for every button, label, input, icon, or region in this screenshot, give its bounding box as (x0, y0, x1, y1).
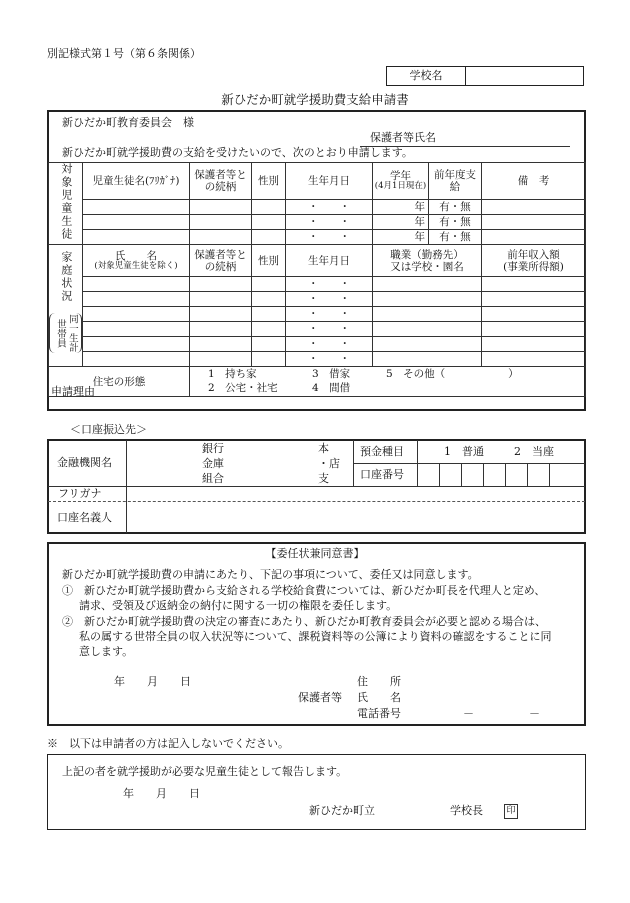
signer-name-label: 氏 名 (357, 691, 401, 704)
consent-item1-line1: ① 新ひだか町就学援助費から支給される学校給食費については、新ひだか町長を代理人と定め、 (62, 584, 546, 597)
housing-option[interactable]: 1 持ち家 (208, 368, 257, 381)
household-section-label: 家庭状況 世帯員 同一生計 (49, 245, 83, 367)
consent-intro: 新ひだか町就学援助費の申請にあたり、下記の事項について、委任又は同意します。 (62, 568, 479, 581)
school-name-label: 学校名 (387, 67, 466, 85)
th-child-grade: 学年 (4月1日現在) (373, 163, 429, 200)
target-children-section-label: 対象児童生徒 (49, 163, 83, 245)
housing-option[interactable]: 4 間借 (312, 382, 351, 395)
child-row: ・ ・ 年 有・無 (49, 229, 586, 244)
seal-mark: 印 (504, 803, 518, 819)
member-row: ・ ・ (49, 307, 586, 322)
phone-field[interactable]: － － (463, 707, 540, 720)
th-member-gender: 性別 (252, 245, 286, 277)
report-principal: 学校長 (450, 804, 483, 817)
housing-label: 住宅の形態 (49, 367, 190, 397)
deposit-option-current[interactable]: 2 当座 (514, 445, 554, 458)
consent-date[interactable]: 年 月 日 (114, 675, 191, 688)
bank-section-label: ＜口座振込先＞ (70, 423, 147, 436)
guardian-label: 保護者等 (298, 691, 342, 704)
th-member-birth: 生年月日 (286, 245, 373, 277)
account-number-label: 口座番号 (360, 468, 404, 481)
housing-option[interactable]: 5 その他（ ） (386, 368, 519, 381)
housing-option[interactable]: 2 公宅・社宅 (208, 382, 278, 395)
report-date: 年 月 日 (123, 787, 200, 800)
type-bank[interactable]: 銀行 (202, 442, 224, 455)
th-child-relation: 保護者等との続柄 (190, 163, 252, 200)
th-member-job: 職業（勤務先） 又は学校・園名 (373, 245, 482, 277)
consent-item2-line3: 意します。 (79, 645, 134, 658)
member-row: ・ ・ (49, 352, 586, 367)
th-member-income: 前年収入額 (事業所得額) (482, 245, 586, 277)
member-row: ・ ・ (49, 292, 586, 307)
school-name-field[interactable] (466, 67, 581, 85)
type-credit[interactable]: 金庫 (202, 457, 224, 470)
branch-head[interactable]: 本 (318, 442, 329, 455)
member-row: ・ ・ (49, 322, 586, 337)
reason-field[interactable] (105, 384, 580, 408)
th-member-relation: 保護者等との続柄 (190, 245, 252, 277)
household-members-label: 世帯員 (55, 318, 66, 348)
th-child-remarks: 備 考 (482, 163, 586, 200)
branch-store[interactable]: ・店 (318, 457, 340, 470)
page-title: 新ひだか町就学援助費支給申請書 (221, 92, 409, 107)
th-child-gender: 性別 (252, 163, 286, 200)
institution-label: 金融機関名 (57, 456, 112, 469)
th-child-name: 児童生徒名(ﾌﾘｶﾞﾅ) (83, 163, 190, 200)
holder-label: 口座名義人 (57, 511, 112, 524)
consent-title: 【委任状兼同意書】 (265, 547, 365, 560)
consent-item2-line1: ② 新ひだか町就学援助費の決定の審査にあたり、新ひだか町教育委員会が必要と認める場合は、 (62, 615, 546, 628)
request-statement: 新ひだか町就学援助費の支給を受けたいので、次のとおり申請します。 (62, 146, 413, 159)
deposit-type-label: 預金種目 (360, 445, 404, 458)
children-household-table (48, 162, 586, 397)
school-name-box (386, 66, 584, 86)
child-row: ・ ・ 年 有・無 (49, 199, 586, 214)
th-member-name: 氏 名 (対象児童生徒を除く) (83, 245, 190, 277)
type-union[interactable]: 組合 (202, 472, 224, 485)
child-row: ・ ・ 年 有・無 (49, 214, 586, 229)
member-row: ・ ・ (49, 337, 586, 352)
report-statement: 上記の者を就学援助が必要な児童生徒として報告します。 (62, 765, 348, 778)
furigana-label: フリガナ (58, 487, 102, 500)
form-number: 別記様式第１号（第６条関係） (47, 47, 201, 60)
th-child-birth: 生年月日 (286, 163, 373, 200)
office-use-note: ※ 以下は申請者の方は記入しないでください。 (47, 737, 289, 750)
consent-item1-line2: 請求、受領及び返納金の納付に関する一切の権限を委任します。 (79, 599, 398, 612)
report-town: 新ひだか町立 (309, 804, 375, 817)
th-child-prev: 前年度支 給 (429, 163, 482, 200)
consent-item2-line2: 私の属する世帯全員の収入状況等について、課税資料等の公簿により資料の確認をすることに同 (79, 630, 552, 643)
guardian-name-label: 保護者等氏名 (370, 131, 436, 144)
housing-option[interactable]: 3 借家 (312, 368, 351, 381)
phone-label: 電話番号 (357, 707, 401, 720)
reason-label: 申請理由 (51, 385, 95, 398)
member-row: ・ ・ (49, 277, 586, 292)
addressee: 新ひだか町教育委員会 様 (62, 116, 194, 129)
deposit-option-ordinary[interactable]: 1 普通 (444, 445, 484, 458)
branch-sub[interactable]: 支 (318, 472, 329, 485)
same-livelihood-label: 同一生計 (66, 314, 78, 353)
address-label: 住 所 (357, 675, 401, 688)
